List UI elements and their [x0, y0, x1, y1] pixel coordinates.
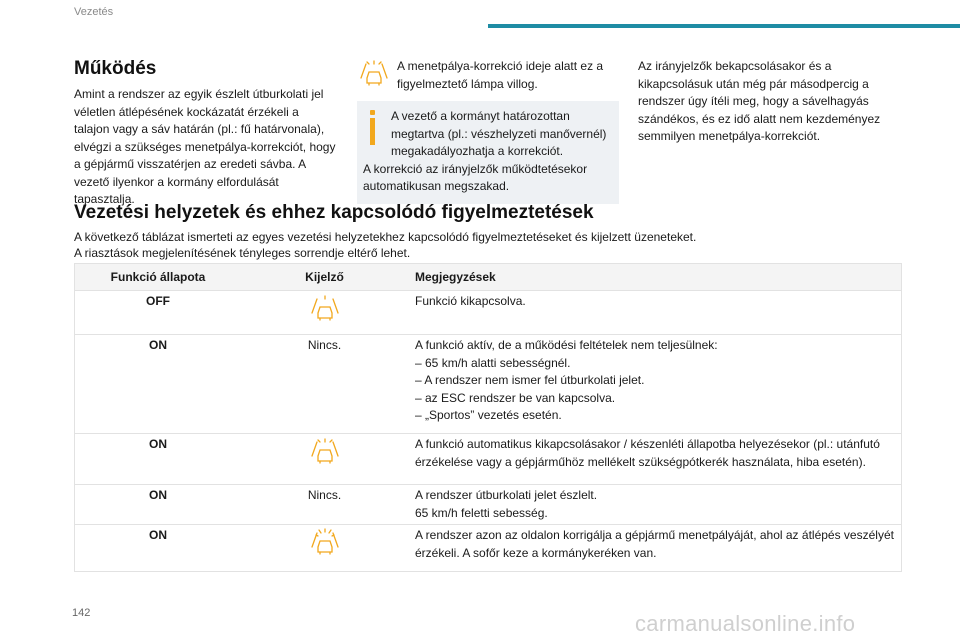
turn-signal-note: Az irányjelzők bekapcsolásakor és a kikapcsolásuk után még pár másodpercig a rendszer úgy ítéli meg, hogy a sávelhagyás szándékos, és ez idő alatt nem kezdeményez semmilyen menetpálya-korrekciót. — [638, 59, 881, 143]
row-state: ON — [149, 437, 167, 451]
watermark: carmanualsonline.info — [635, 611, 856, 636]
section-title-mukodes: Működés — [74, 58, 157, 79]
table-row — [75, 433, 901, 484]
lane-assist-warning-icon — [357, 58, 391, 88]
table-row — [75, 484, 901, 524]
column-mukodes — [74, 58, 336, 209]
info-box — [357, 101, 619, 204]
row-note: A funkció automatikus kikapcsolásakor / készenléti állapotba helyezésekor (pl.: utánfutó érzékelése vagy a gépjárműhöz mellékelt szükségpótkerék használata, hiba esetén). — [415, 437, 880, 469]
row-state: ON — [149, 488, 167, 502]
row-note: A funkció aktív, de a működési feltételek nem teljesülnek: — [415, 338, 718, 352]
lane-assist-off-icon — [308, 293, 342, 334]
row-note: – „Sportos” vezetés esetén. — [415, 408, 562, 422]
row-note: A rendszer útburkolati jelet észlelt. — [415, 488, 598, 502]
section-intro — [74, 229, 914, 261]
row-note: 65 km/h feletti sebesség. — [415, 505, 548, 520]
table-header-row — [75, 264, 901, 290]
info-text-2: A korrekció az irányjelzők működtetésekor automatikusan megszakad. — [363, 161, 588, 193]
row-state: OFF — [146, 294, 170, 308]
table-row — [75, 334, 901, 433]
row-display-text: Nincs. — [307, 338, 342, 352]
row-note: A rendszer azon az oldalon korrigálja a gépjármű menetpályáját, ahol az átlépés veszélyét érzékeli. A sofőr keze a kormánykeréken van. — [415, 528, 894, 560]
header-accent-bar — [488, 24, 960, 28]
row-note: – az ESC rendszer be van kapcsolva. — [415, 390, 616, 405]
info-icon — [363, 108, 385, 148]
section-title-situations: Vezetési helyzetek és ehhez kapcsolódó figyelmeztetések — [74, 202, 594, 223]
lane-assist-standby-icon — [308, 436, 342, 484]
row-display-text: Nincs. — [307, 488, 342, 502]
intro-line-1: A következő táblázat ismerteti az egyes vezetési helyzetekhez kapcsolódó figyelmeztetéseket és kijelzett üzeneteket. — [74, 230, 697, 244]
intro-line-2: A riasztások megjelenítésének tényleges sorrendje eltérő lehet. — [74, 246, 411, 260]
table-row — [75, 290, 901, 334]
row-state: ON — [149, 338, 167, 352]
info-text-1: A vezető a kormányt határozottan megtartva (pl.: vészhelyzeti manővernél) megakadályozhatja a korrekciót. — [391, 109, 607, 158]
warning-note — [357, 58, 619, 93]
header-state: Funkció állapota — [110, 270, 206, 284]
row-note: – A rendszer nem ismer fel útburkolati jelet. — [415, 373, 645, 387]
section-header-label: Vezetés — [74, 6, 114, 18]
table-row — [75, 524, 901, 571]
row-note: – 65 km/h alatti sebességnél. — [415, 355, 571, 370]
header-display: Kijelző — [305, 270, 344, 284]
mukodes-body: Amint a rendszer az egyik észlelt útburkolati jel véletlen átlépésének kockázatát érzékeli a talajon vagy a sáv határán (pl.: fű határvonala), elvégzi a szükséges menetpálya-korrekciót, hogy a gépjármű visszatérjen az eredeti sávba. A vezető ilyenkor a kormány elfordulását tapasztalja. — [74, 87, 336, 206]
row-note: Funkció kikapcsolva. — [415, 294, 526, 308]
warning-text: A menetpálya-korrekció ideje alatt ez a figyelmeztető lámpa villog. — [397, 59, 604, 91]
row-state: ON — [149, 528, 167, 542]
lane-assist-active-icon — [308, 527, 342, 571]
page-number: 142 — [72, 607, 91, 619]
warnings-table — [74, 263, 902, 572]
column-right — [638, 58, 900, 146]
column-middle — [357, 58, 619, 204]
header-notes: Megjegyzések — [415, 270, 496, 284]
